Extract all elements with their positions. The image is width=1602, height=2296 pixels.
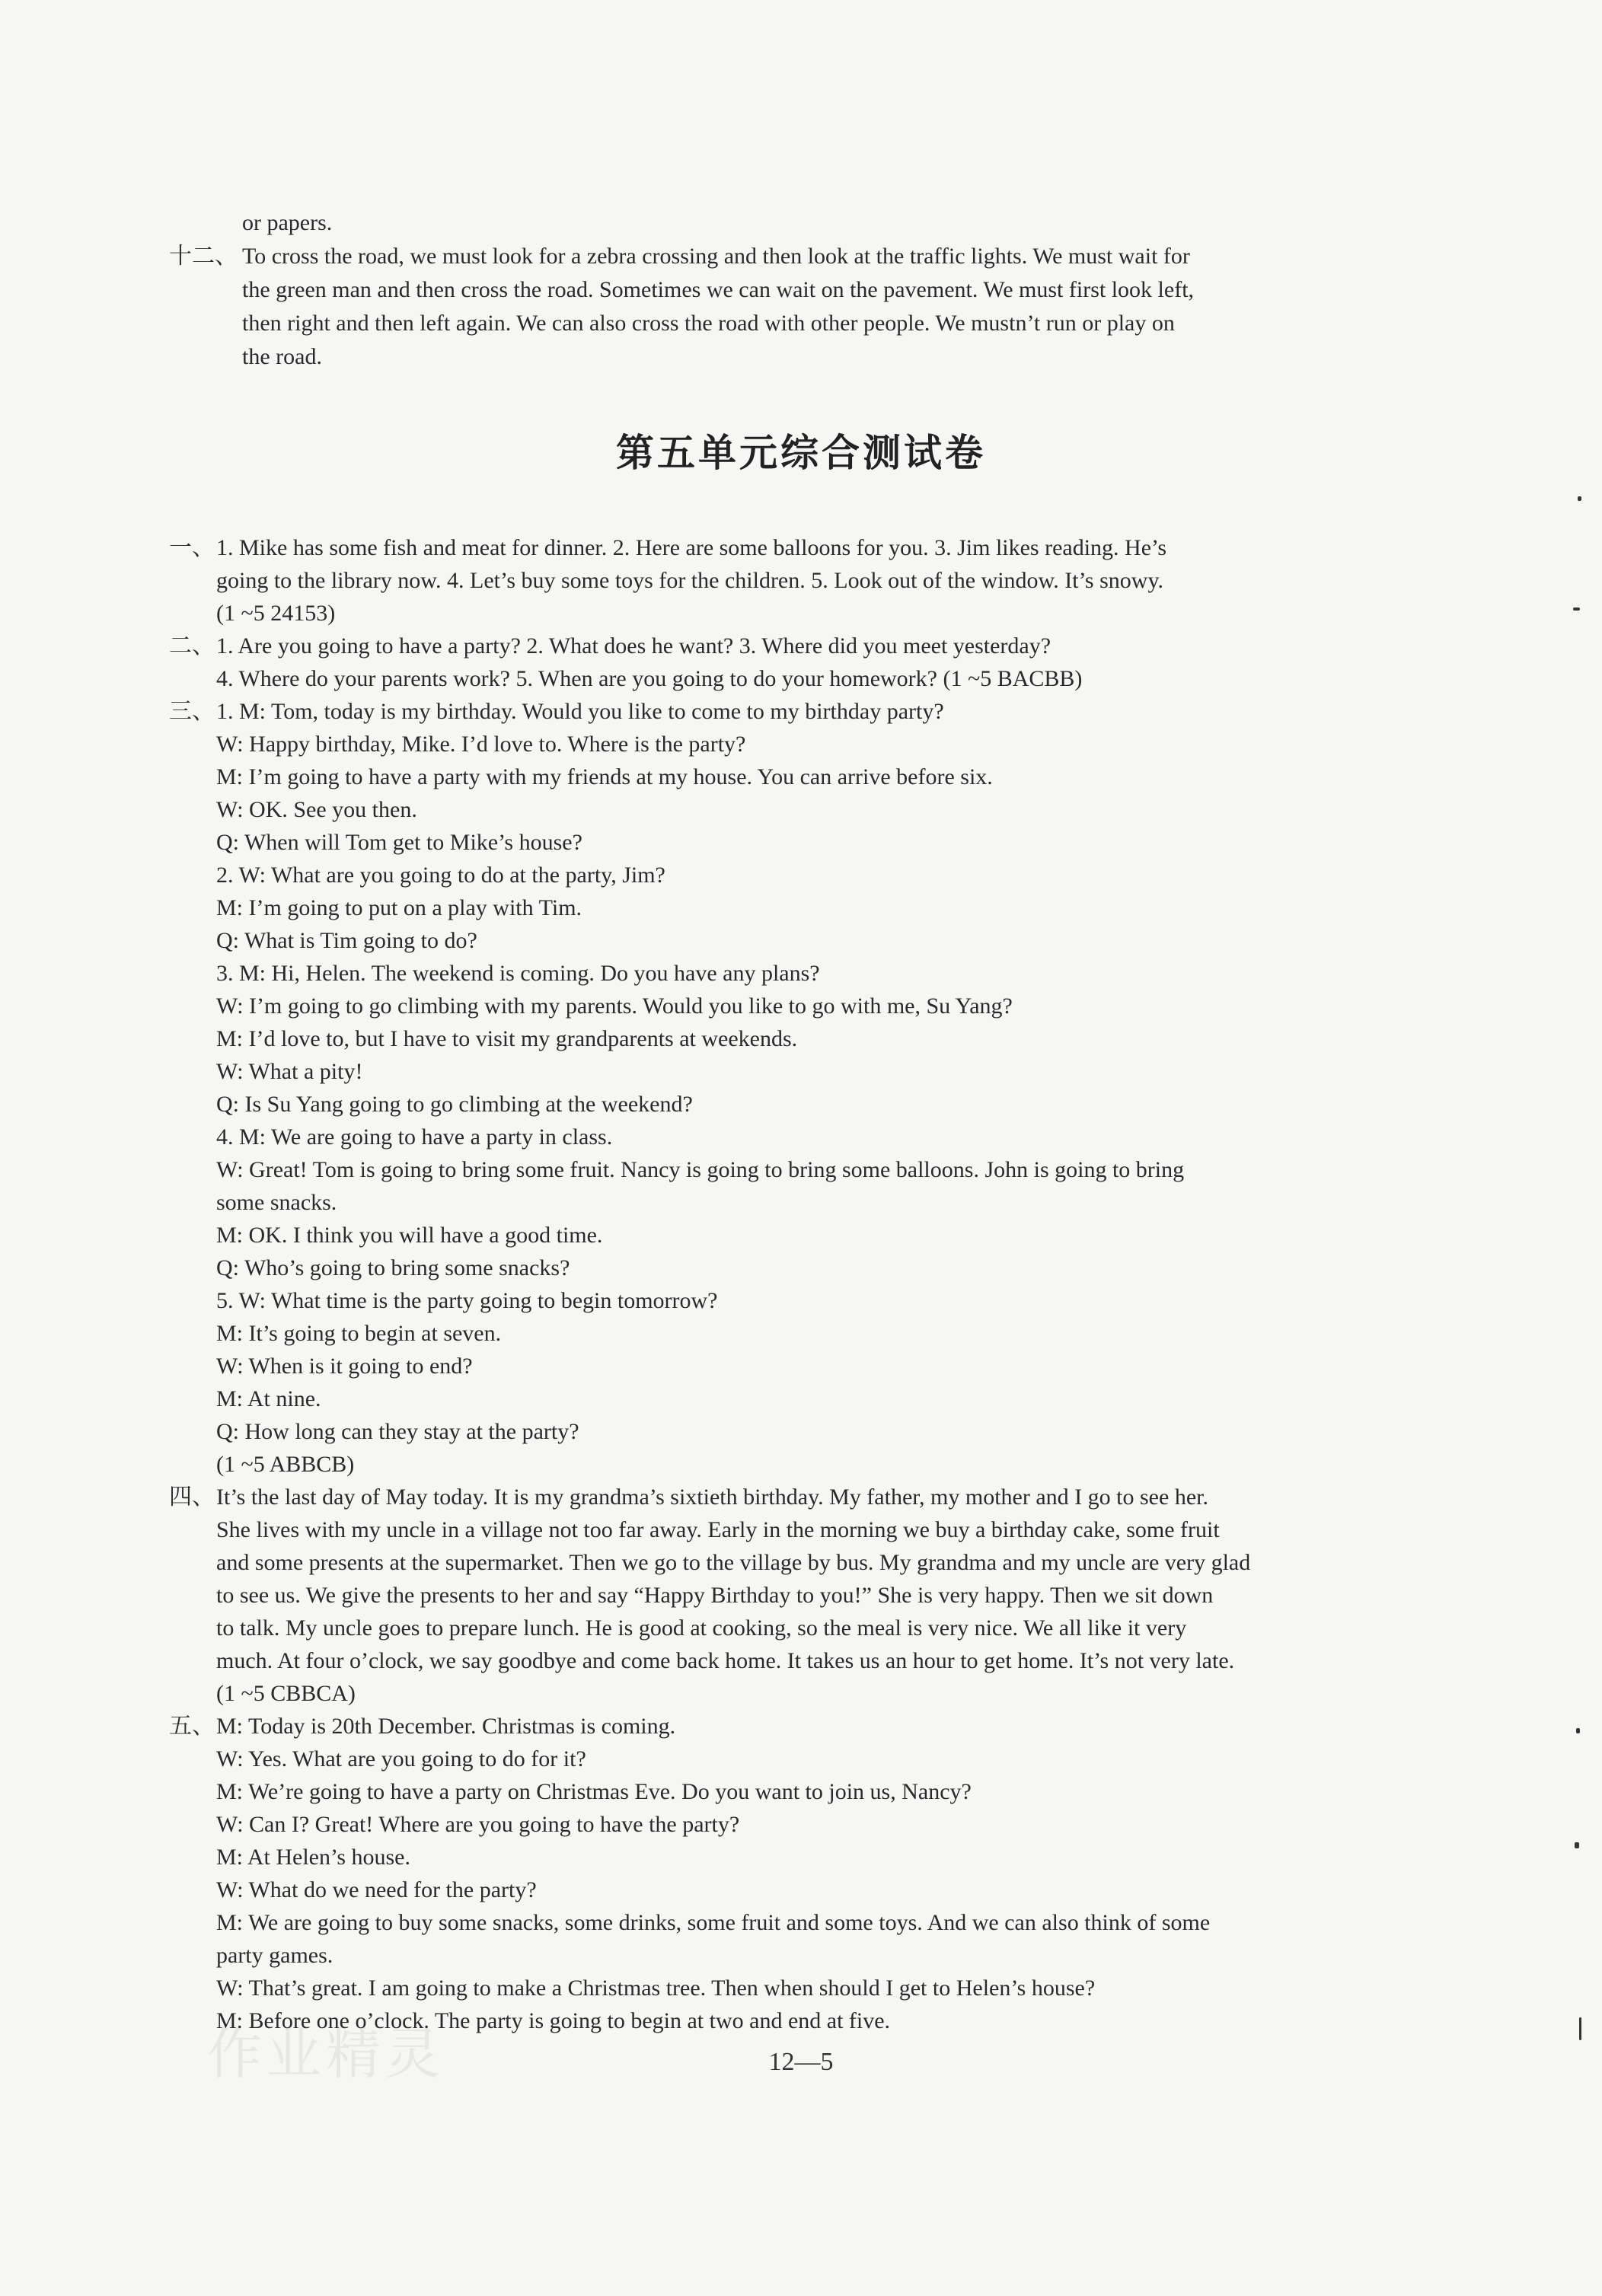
scan-speck	[1573, 607, 1580, 611]
section-number: 三、	[169, 699, 215, 724]
answer-line: (1 ~5 CBBCA)	[216, 1681, 356, 1706]
prev-text-line: the road.	[242, 344, 322, 369]
dialogue-line: W: That’s great. I am going to make a Christmas tree. Then when should I get to Helen’s house?	[216, 1976, 1096, 2001]
watermark: 作业精灵	[207, 2022, 445, 2086]
page-number: 12—5	[768, 2048, 834, 2076]
prev-text-line: To cross the road, we must look for a zebra crossing and then look at the traffic lights. We must wait for	[242, 244, 1190, 269]
scan-speck	[1576, 1728, 1580, 1733]
text-line: 4. Where do your parents work? 5. When are you going to do your homework? (1 ~5 BACBB)	[216, 666, 1083, 691]
dialogue-line: M: I’d love to, but I have to visit my grandparents at weekends.	[216, 1026, 798, 1051]
dialogue-line: W: Happy birthday, Mike. I’d love to. Where is the party?	[216, 732, 746, 757]
scan-speck	[1575, 1842, 1579, 1848]
dialogue-line: W: When is it going to end?	[216, 1354, 473, 1379]
dialogue-line: W: What do we need for the party?	[216, 1877, 537, 1902]
dialogue-line: M: I’m going to put on a play with Tim.	[216, 895, 582, 920]
dialogue-line: Q: How long can they stay at the party?	[216, 1419, 579, 1444]
dialogue-line: party games.	[216, 1943, 333, 1968]
dialogue-line: Q: Is Su Yang going to go climbing at the weekend?	[216, 1092, 693, 1117]
dialogue-line: some snacks.	[216, 1190, 337, 1215]
page-title: 第五单元综合测试卷	[616, 431, 986, 475]
answer-line: (1 ~5 24153)	[216, 601, 336, 626]
prev-text-line: the green man and then cross the road. Sometimes we can wait on the pavement. We must first look left,	[242, 277, 1195, 302]
dialogue-line: M: It’s going to begin at seven.	[216, 1321, 502, 1346]
text-line: She lives with my uncle in a village not too far away. Early in the morning we buy a birthday cake, some fruit	[216, 1517, 1220, 1542]
text-line: 1. Are you going to have a party? 2. What does he want? 3. Where did you meet yesterday?	[216, 633, 1052, 659]
text-line: and some presents at the supermarket. Then we go to the village by bus. My grandma and my uncle are very glad	[216, 1550, 1251, 1575]
scan-speck	[1579, 2017, 1581, 2040]
dialogue-line: W: Yes. What are you going to do for it?	[216, 1746, 586, 1771]
dialogue-line: M: We are going to buy some snacks, some drinks, some fruit and some toys. And we can also think of some	[216, 1910, 1211, 1935]
dialogue-line: Q: What is Tim going to do?	[216, 928, 477, 953]
dialogue-line: W: I’m going to go climbing with my parents. Would you like to go with me, Su Yang?	[216, 993, 1013, 1019]
scan-speck	[1578, 496, 1581, 501]
dialogue-line: Q: Who’s going to bring some snacks?	[216, 1255, 570, 1280]
answer-line: (1 ~5 ABBCB)	[216, 1452, 355, 1477]
section-number: 五、	[169, 1714, 215, 1739]
dialogue-line: 5. W: What time is the party going to begin tomorrow?	[216, 1288, 718, 1313]
dialogue-line: W: OK. See you then.	[216, 797, 417, 822]
dialogue-line: 4. M: We are going to have a party in class.	[216, 1124, 613, 1150]
dialogue-line: M: Before one o’clock. The party is going to begin at two and end at five.	[216, 2008, 891, 2033]
text-line: going to the library now. 4. Let’s buy some toys for the children. 5. Look out of the window. It’s snowy.	[216, 568, 1163, 593]
section-number: 十二、	[169, 244, 238, 269]
section-number: 一、	[169, 535, 215, 560]
dialogue-line: 2. W: What are you going to do at the party, Jim?	[216, 863, 665, 888]
dialogue-line: 1. M: Tom, today is my birthday. Would you like to come to my birthday party?	[216, 699, 944, 724]
prev-text-line: then right and then left again. We can also cross the road with other people. We mustn’t run or play on	[242, 311, 1175, 336]
text-line: to talk. My uncle goes to prepare lunch. He is good at cooking, so the meal is very nice. We all like it very	[216, 1615, 1187, 1641]
dialogue-line: Q: When will Tom get to Mike’s house?	[216, 830, 582, 855]
dialogue-line: 3. M: Hi, Helen. The weekend is coming. Do you have any plans?	[216, 961, 820, 986]
text-line: 1. Mike has some fish and meat for dinner. 2. Here are some balloons for you. 3. Jim likes reading. He’s	[216, 535, 1167, 560]
section-number: 四、	[169, 1484, 215, 1510]
dialogue-line: M: OK. I think you will have a good time.	[216, 1223, 603, 1248]
section-number: 二、	[169, 633, 215, 659]
text-line: It’s the last day of May today. It is my grandma’s sixtieth birthday. My father, my mother and I go to see her.	[216, 1484, 1208, 1510]
dialogue-line: M: We’re going to have a party on Christmas Eve. Do you want to join us, Nancy?	[216, 1779, 972, 1804]
dialogue-line: W: What a pity!	[216, 1059, 363, 1084]
dialogue-line: M: At Helen’s house.	[216, 1845, 410, 1870]
dialogue-line: M: At nine.	[216, 1386, 321, 1411]
dialogue-line: M: I’m going to have a party with my friends at my house. You can arrive before six.	[216, 764, 993, 789]
prev-text-line: or papers.	[242, 210, 333, 235]
dialogue-line: M: Today is 20th December. Christmas is coming.	[216, 1714, 676, 1739]
dialogue-line: W: Great! Tom is going to bring some fruit. Nancy is going to bring some balloons. John is going to bring	[216, 1157, 1185, 1182]
text-line: to see us. We give the presents to her and say “Happy Birthday to you!” She is very happy. Then we sit down	[216, 1583, 1214, 1608]
text-line: much. At four o’clock, we say goodbye and come back home. It takes us an hour to get home. It’s not very late.	[216, 1648, 1235, 1673]
dialogue-line: W: Can I? Great! Where are you going to have the party?	[216, 1812, 740, 1837]
